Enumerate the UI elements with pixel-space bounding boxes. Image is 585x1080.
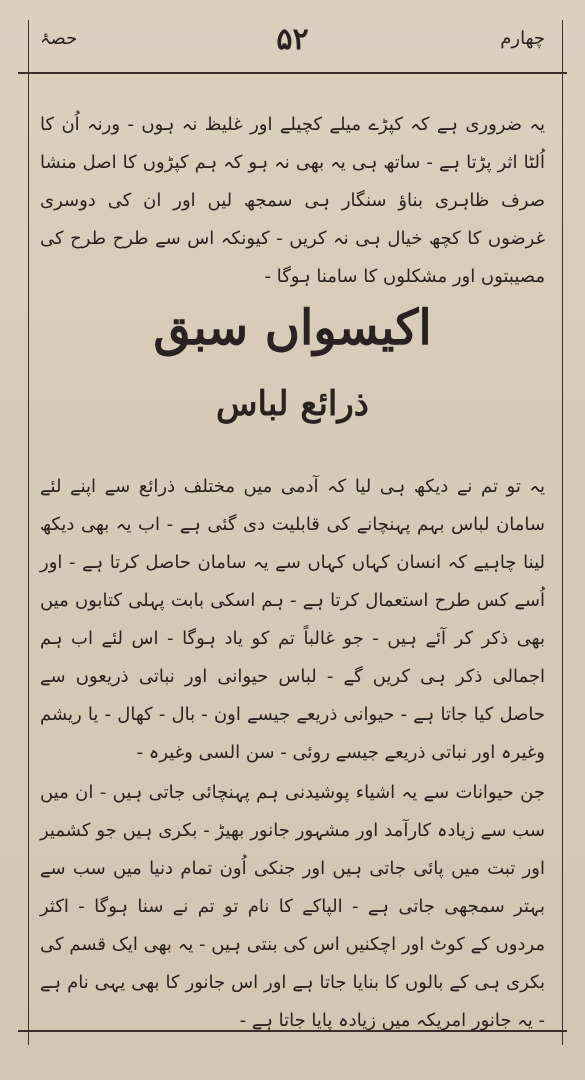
body-paragraph-2: جن حیوانات سے یہ اشیاء پوشیدنی ہم پہنچائی جاتی ہیں - ان میں سب سے زیادہ کارآمد اور مشہور جانور بھیڑ - بکری ہیں جو کشمیر اور تبت میں پائی جاتی ہیں اور جنکی اُون تمام دنیا میں سب سے بہتر سمجھی جاتی ہے - الپاکے کا نام تو تم نے سنا ہوگا - اکثر مردوں کے کوٹ اور اچکنیں اس کی بنتی ہیں - یہ بھی ایک قسم کی بکری ہی کے بالوں کا بنایا جاتا ہے اور اس جانور کا بھی یہی نام ہے - یہ جانور امریکہ میں زیادہ پایا جاتا ہے -: [40, 782, 545, 1031]
header-rule: [18, 72, 567, 74]
page-header: [40, 24, 545, 60]
volume-label: چهارم: [500, 28, 545, 49]
part-label: حصۂ: [40, 28, 78, 49]
body-paragraph-1: یہ تو تم نے دیکھ ہی لیا کہ آدمی میں مختلف ذرائع سے اپنے لئے سامان لباس بہم پہنچانے کی قابلیت دی گئی ہے - اب یہ بھی دیکھ لینا چاہیے کہ انسان کہاں کہاں سے یہ سامان حاصل کرتا ہے - اور اُسے کس طرح استعمال کرتا ہے - ہم اسکی بابت پہلی کتابوں میں بھی ذکر کر آئے ہیں - جو غالباً تم کو یاد ہوگا - اس لئے اب ہم اجمالی ذکر ہی کریں گے - لباس حیوانی اور نباتی ذریعوں سے حاصل کیا جاتا ہے - حیوانی ذریعے جیسے اون - بال - کھال - یا ریشم وغیرہ اور نباتی ذریعے جیسے روئی - سن السی وغیرہ -: [40, 476, 545, 763]
page-number: ۵۲: [276, 22, 309, 57]
right-margin-line: [562, 20, 563, 1045]
lesson-title: اکیسواں سبق: [153, 300, 432, 356]
lesson-subtitle: ذرائع لباس: [216, 384, 369, 424]
left-margin-line: [28, 20, 29, 1045]
intro-paragraph: یہ ضروری ہے کہ کپڑے میلے کچیلے اور غلیظ نہ ہوں - ورنہ اُن کا اُلٹا اثر پڑتا ہے - ساتھ ہی یہ بھی نہ ہو کہ ہم کپڑوں کا اصل منشا صرف ظاہری بناؤ سنگار ہی سمجھ لیں اور ان کی دوسری غرضوں کا کچھ خیال ہی نہ کریں - کیونکہ اس سے طرح طرح کی مصیبتوں اور مشکلوں کا سامنا ہوگا -: [40, 114, 545, 287]
